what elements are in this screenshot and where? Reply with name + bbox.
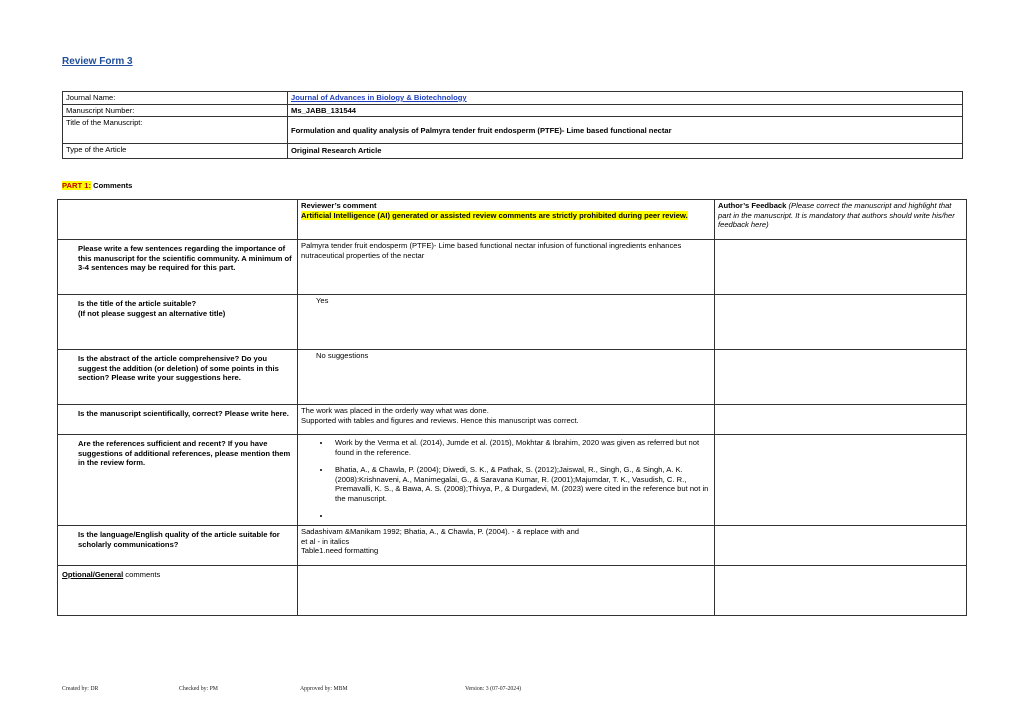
- question-references: Are the references sufficient and recent? If you have suggestions of additional references, please mention them in the review form.: [58, 435, 298, 526]
- feedback-importance[interactable]: [715, 240, 967, 295]
- journal-label: Journal Name:: [63, 92, 288, 105]
- optional-comments-row: [58, 566, 967, 616]
- question-row-title: [58, 295, 967, 350]
- references-bullet-2: • Bhatia, A., & Chawla, P. (2004); Diwedi, S. K., & Pathak, S. (2012);Jaiswal, R., Singh, G., & Singh, A. K. (2008):Krishnaveni, A., Manimegalai, G., & Saravana Kumar, R. (2001);Majumdar, T. K., Vasudish, C. R., Premavalli, K. S., & Bawa, A. S. (2008);Thivya, P., & Durgadevi, M. (2023) were cited in the reference but not in the manuscript.: [331, 465, 711, 503]
- manuscript-info-table: [62, 91, 963, 159]
- author-feedback-instructions: (Please correct the manuscript and highlight that part in the manuscript. It is mandatory that authors should write his/her feedback here): [718, 201, 955, 229]
- manuscript-number-label: Manuscript Number:: [63, 104, 288, 117]
- part1-suffix: Comments: [90, 181, 133, 190]
- footer-version: Version: 3 (07-07-2024): [465, 686, 522, 692]
- references-bullet-empty: [331, 511, 711, 521]
- manuscript-title-label: Title of the Manuscript:: [63, 117, 288, 144]
- ai-warning: Artificial Intelligence (AI) generated or assisted review comments are strictly prohibited during peer review.: [301, 210, 688, 220]
- article-type-value: Original Research Article: [288, 144, 963, 159]
- comment-references[interactable]: [298, 435, 715, 526]
- question-language: Is the language/English quality of the article suitable for scholarly communications?: [58, 526, 298, 566]
- footer-checked: Checked by: PM: [179, 686, 218, 692]
- question-row-abstract: [58, 350, 967, 405]
- feedback-title[interactable]: [715, 295, 967, 350]
- question-row-references: [58, 435, 967, 526]
- author-feedback-header: Author’s Feedback: [718, 201, 787, 210]
- question-importance: Please write a few sentences regarding the importance of this manuscript for the scientific community. A minimum of 3-4 sentences may be required for this part.: [58, 240, 298, 295]
- references-bullet-1: • Work by the Verma et al. (2014), Jumde et al. (2015), Mokhtar & Ibrahim, 2020 was given as referred but not found in the reference.: [331, 438, 711, 457]
- question-row-importance: [58, 240, 967, 295]
- reviewer-header-cell: [298, 200, 715, 240]
- optional-comment-cell[interactable]: [298, 566, 715, 616]
- comment-language[interactable]: [298, 526, 715, 566]
- optional-comments-suffix: comments: [123, 570, 161, 579]
- manuscript-number-value: Ms_JABB_131544: [288, 104, 963, 117]
- question-abstract: Is the abstract of the article comprehensive? Do you suggest the addition (or deletion) of some points in this section? Please write your suggestions here.: [58, 350, 298, 405]
- question-title: Is the title of the article suitable? (If not please suggest an alternative title): [58, 295, 298, 350]
- feedback-language[interactable]: [715, 526, 967, 566]
- comment-abstract[interactable]: No suggestions: [298, 350, 715, 405]
- article-type-label: Type of the Article: [63, 144, 288, 159]
- reviewer-header: Reviewer’s comment: [301, 201, 377, 210]
- comment-scientific[interactable]: [298, 405, 715, 435]
- journal-row: [63, 92, 963, 105]
- comment-importance[interactable]: Palmyra tender fruit endosperm (PTFE)- Lime based functional nectar infusion of functional ingredients enhances nutraceutical properties of the nectar: [298, 240, 715, 295]
- comment-language-line1: Sadashivam &Manikam 1992; Bhatia, A., & Chawla, P. (2004). - & replace with and: [301, 527, 580, 536]
- comment-language-line2: et al - in italics: [301, 536, 350, 546]
- optional-general-label: Optional/General: [62, 570, 124, 579]
- feedback-references[interactable]: [715, 435, 967, 526]
- manuscript-title-value: Formulation and quality analysis of Palmyra tender fruit endosperm (PTFE)- Lime based functional nectar: [288, 117, 963, 144]
- references-list: [301, 438, 711, 521]
- comment-scientific-line1: The work was placed in the orderly way what was done.: [301, 406, 489, 415]
- question-row-language: [58, 526, 967, 566]
- manuscript-title-row: [63, 117, 963, 144]
- part1-label: PART 1:: [62, 181, 91, 190]
- article-type-row: [63, 144, 963, 159]
- footer-created: Created by: DR: [62, 686, 99, 692]
- feedback-scientific[interactable]: [715, 405, 967, 435]
- optional-feedback-cell[interactable]: [715, 566, 967, 616]
- footer-approved: Approved by: MBM: [300, 686, 348, 692]
- comments-table: [57, 199, 967, 616]
- journal-link[interactable]: Journal of Advances in Biology & Biotechnology: [291, 93, 467, 102]
- part1-heading: [62, 181, 132, 190]
- author-feedback-header-cell: [715, 200, 967, 240]
- form-title: Review Form 3: [62, 56, 133, 67]
- question-scientific: Is the manuscript scientifically, correct? Please write here.: [58, 405, 298, 435]
- header-empty-cell: [58, 200, 298, 240]
- comment-scientific-line2: Supported with tables and figures and reviews. Hence this manuscript was correct.: [301, 415, 579, 425]
- question-row-scientific: [58, 405, 967, 435]
- comment-language-line3: Table1.need formatting: [301, 546, 379, 555]
- optional-comments-label: [58, 566, 298, 616]
- feedback-abstract[interactable]: [715, 350, 967, 405]
- comment-title[interactable]: Yes: [298, 295, 715, 350]
- header-row: [58, 200, 967, 240]
- manuscript-number-row: [63, 104, 963, 117]
